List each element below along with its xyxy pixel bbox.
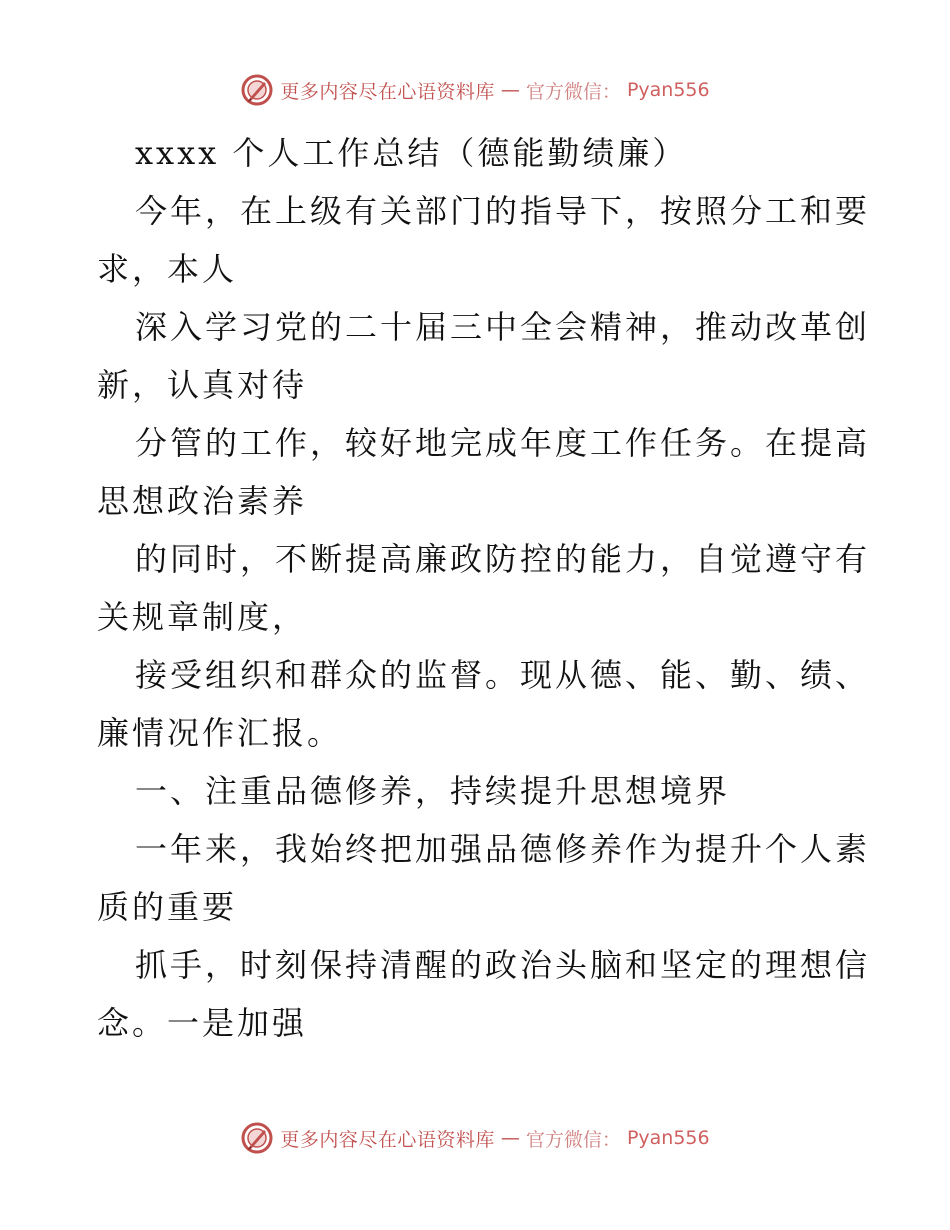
text-line: 的同时，不断提高廉政防控的能力，自觉遵守有 — [135, 540, 871, 578]
watermark-text: 更多内容尽在心语资料库 — [280, 1128, 495, 1151]
watermark-text: 更多内容尽在心语资料库 — [280, 80, 495, 103]
text-line: 质的重要 — [97, 888, 238, 926]
watermark-separator: — — [500, 1127, 520, 1149]
text-line: 分管的工作，较好地完成年度工作任务。在提高 — [135, 424, 871, 462]
text-line: 思想政治素养 — [97, 482, 308, 520]
text-line: xxxx 个人工作总结（德能勤绩廉） — [135, 134, 688, 172]
text-line: 今年，在上级有关部门的指导下，按照分工和要 — [135, 192, 871, 230]
footer-watermark — [0, 1120, 950, 1156]
text-line: 关规章制度， — [97, 598, 308, 636]
text-line: 求，本人 — [97, 250, 238, 288]
header-watermark — [0, 72, 950, 108]
text-line: 一、注重品德修养，持续提升思想境界 — [135, 772, 731, 810]
text-line: 接受组织和群众的监督。现从德、能、勤、绩、 — [135, 656, 871, 694]
text-line: 抓手，时刻保持清醒的政治头脑和坚定的理想信 — [135, 946, 871, 984]
text-line: 一年来，我始终把加强品德修养作为提升个人素 — [135, 830, 871, 868]
document-body — [97, 124, 871, 1052]
text-line: 念。一是加强 — [97, 1004, 308, 1042]
text-line: 廉情况作汇报。 — [97, 714, 343, 752]
pen-logo-icon — [240, 1121, 274, 1155]
watermark-label: 官方微信： — [525, 80, 621, 103]
pen-logo-icon — [240, 73, 274, 107]
watermark-label: 官方微信： — [525, 1128, 621, 1151]
text-line: 新，认真对待 — [97, 366, 308, 404]
watermark-wechat-id: Pyan556 — [626, 1127, 710, 1149]
watermark-separator: — — [500, 79, 520, 101]
text-line: 深入学习党的二十届三中全会精神，推动改革创 — [135, 308, 871, 346]
watermark-wechat-id: Pyan556 — [626, 79, 710, 101]
